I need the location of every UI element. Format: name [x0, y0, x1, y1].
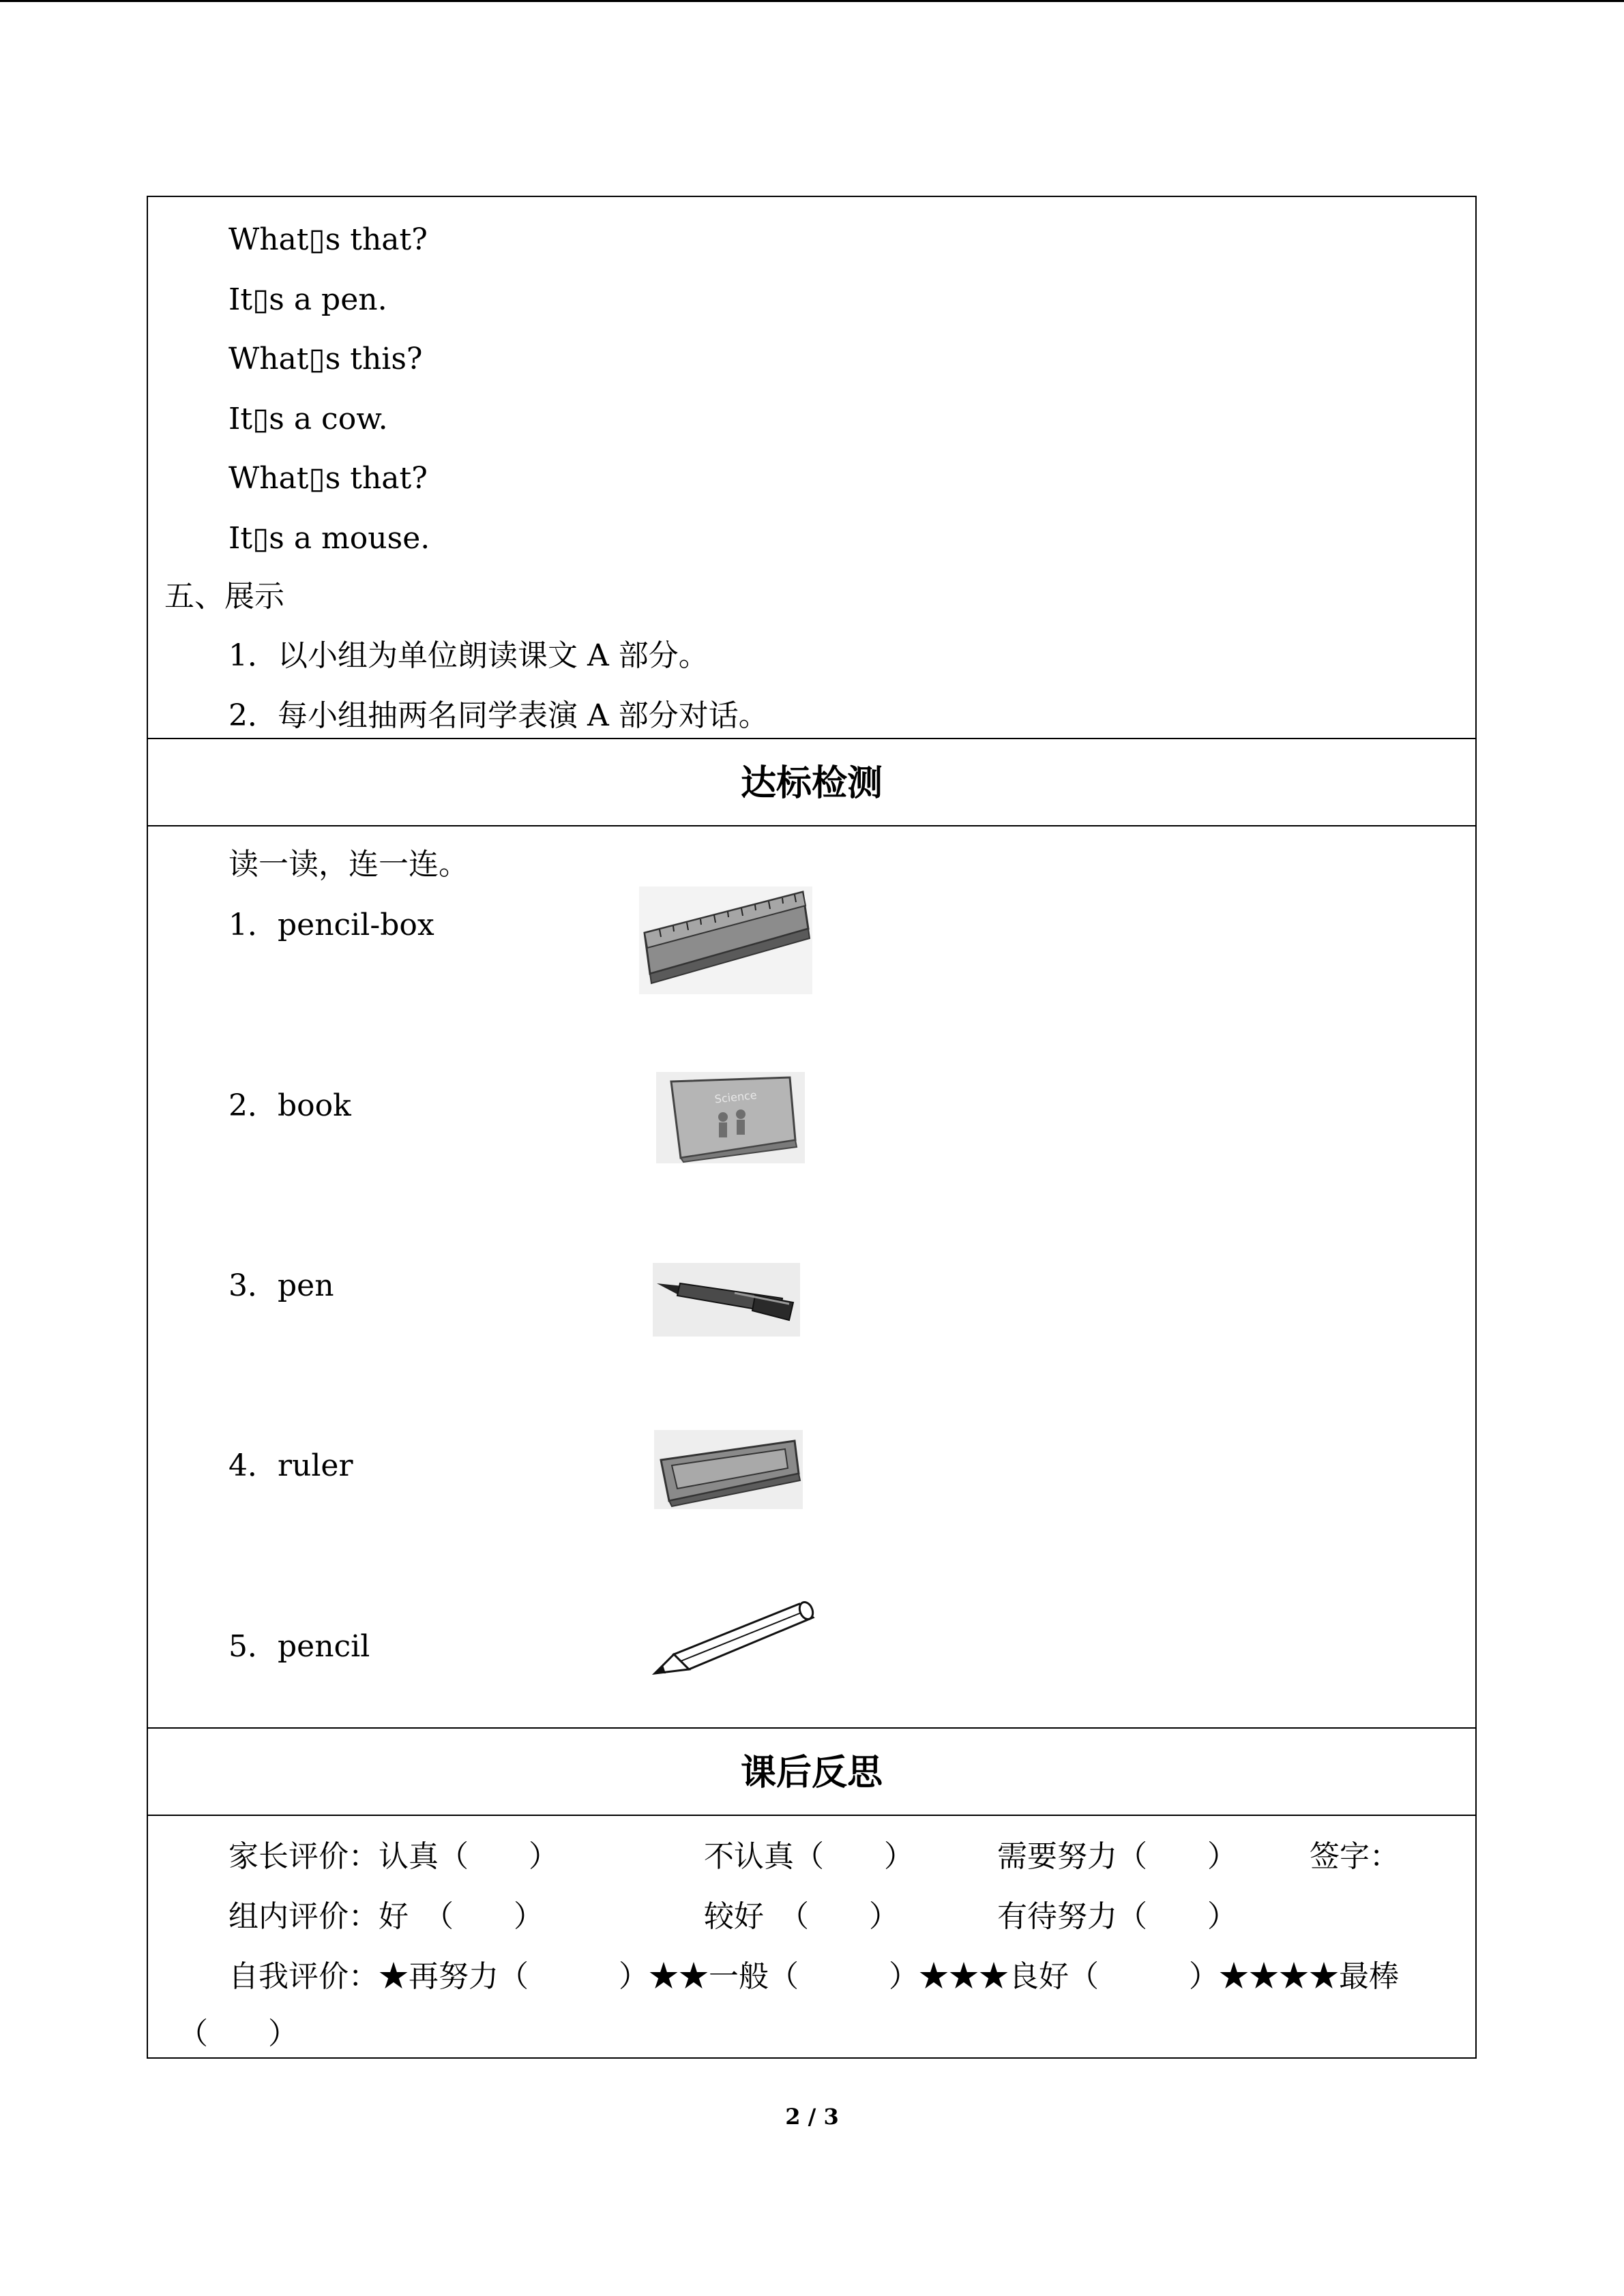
top-border	[0, 0, 1624, 2]
pen-icon	[653, 1263, 800, 1337]
page-number: 2 / 3	[785, 2104, 839, 2130]
test-item: 1．pencil-box	[228, 908, 434, 942]
book-cover-text: Science	[713, 1088, 758, 1106]
group-eval-option: 较好 （ ）	[704, 1899, 899, 1934]
reflect-title: 课后反思	[740, 1752, 883, 1793]
self-eval-continuation: （ ）	[178, 2016, 298, 2051]
test-section	[147, 825, 1477, 1729]
pencil-box-icon	[654, 1430, 803, 1509]
show-item: 2．每小组抽两名同学表演 A 部分对话。	[228, 698, 769, 733]
dialogue-line: It▯s a pen.	[228, 282, 387, 317]
book-icon	[656, 1072, 805, 1163]
dialogue-line: What▯s this?	[228, 342, 423, 376]
group-eval-option: 有待努力（ ）	[997, 1899, 1237, 1934]
test-item: 3．pen	[228, 1268, 334, 1303]
test-item: 2．book	[228, 1088, 351, 1123]
show-item: 1．以小组为单位朗读课文 A 部分。	[228, 638, 709, 673]
dialogue-line: What▯s that?	[228, 461, 428, 496]
group-eval-label: 组内评价：好 （ ）	[228, 1899, 544, 1934]
reflect-header	[147, 1727, 1477, 1816]
pencil-icon	[649, 1597, 827, 1679]
dialogue-section	[147, 196, 1477, 739]
dialogue-line: It▯s a mouse.	[228, 521, 430, 556]
ruler-icon	[639, 886, 812, 994]
dialogue-line: It▯s a cow.	[228, 402, 388, 436]
show-heading: 五、展示	[164, 579, 284, 614]
test-item: 5．pencil	[228, 1629, 370, 1664]
test-item: 4．ruler	[228, 1448, 353, 1483]
test-instruction: 读一读，连一连。	[228, 847, 469, 882]
parent-signature: 签字：	[1310, 1839, 1400, 1874]
test-title: 达标检测	[740, 762, 883, 804]
self-eval-line: 自我评价：★再努力（ ）★★一般（ ）★★★良好（ ）★★★★最棒	[228, 1959, 1399, 1994]
test-header	[147, 738, 1477, 826]
parent-eval-option: 需要努力（ ）	[997, 1839, 1237, 1874]
parent-eval-label: 家长评价：认真（ ）	[228, 1839, 559, 1874]
evaluation-section	[147, 1815, 1477, 2059]
parent-eval-option: 不认真（ ）	[704, 1839, 914, 1874]
dialogue-line: What▯s that?	[228, 222, 428, 257]
